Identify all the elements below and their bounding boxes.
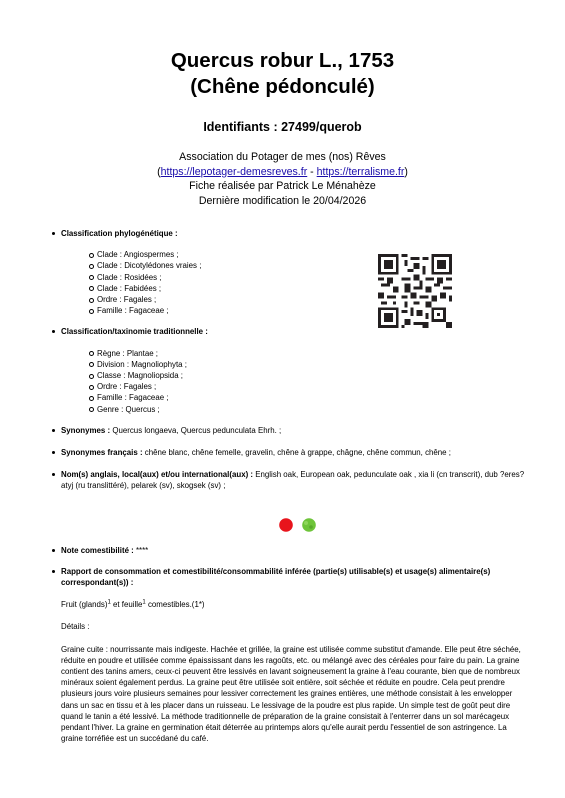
synonyms-fr-label: Synonymes français : [61, 448, 143, 458]
section-names [52, 469, 530, 491]
association-name: Association du Potager de mes (nos) Rêves [179, 151, 386, 163]
leaf-text: et feuille [110, 600, 143, 610]
list-item: Classe : Magnoliopsida ; [89, 370, 530, 381]
list-item: Ordre : Fagales ; [89, 381, 530, 392]
red-dot-icon [279, 518, 293, 532]
identifiers: Identifiants : 27499/querob [203, 120, 362, 134]
list-item: Règne : Plantae ; [89, 348, 530, 359]
section-phylogenetic [52, 228, 530, 316]
edible-note-label: Note comestibilité : [61, 545, 134, 555]
edible-note-value: **** [133, 545, 149, 555]
section-traditional [52, 326, 530, 414]
paren-open: ( [157, 165, 161, 178]
footnote-mark: 1 [142, 599, 146, 606]
synonyms-label: Synonymes : [61, 425, 111, 435]
details-paragraph: Graine cuite : nourrissante mais indigeste. Hachée et grillée, la graine est utilisée comme substitut d'amande. Elle peut être séchée, réduite en poudre et utilisée comme épaississant dans les ragoûts, etc. ou mélangé avec des céréales pour faire du pain. La graine contient des tanins amers, ceux-ci peuvent être lessivés en lavant soigneusement la graine à l'eau courante, bien que de nombreux minéraux soient également perdus. La graine peut être utilisée soit entière, soit séchée et réduite en poudre. Cela peut prendre plusieurs jours voire plusieurs semaines pour lessiver correctement les graines entières, une méthode consistait à les envelopper dans un sac en tissu et à les placer dans un ruisseau. Le lessivage de la poudre est plus rapide. Un simple test de goût peut dire quand le tanin a été lessivé. La méthode traditionnelle de préparation de la graine consistait à l'enterrer dans un sol marécageux pendant l'hiver. La graine en germination était déterrée au printemps alors qu'elle aurait perdu l'essentiel de son astringence. La graine torréfiée est un succédané du café. [61, 644, 521, 744]
list-item: Famille : Fagaceae ; [89, 392, 530, 403]
section-edible-note [52, 545, 530, 556]
association-links [0, 165, 565, 180]
link-terralisme[interactable]: https://terralisme.fr [316, 165, 405, 178]
list-item: Division : Magnoliophyta ; [89, 359, 530, 370]
title-scientific-name: Quercus robur L., 1753 [170, 49, 395, 72]
section-title: Classification phylogénétique : [61, 229, 178, 238]
synonyms-value: Quercus longaeva, Quercus pedunculata Ehrh. ; [110, 425, 282, 435]
fruit-text: Fruit (glands) [61, 600, 108, 610]
section-consumption [52, 566, 530, 588]
list-item: Genre : Quercus ; [89, 404, 530, 415]
association-block [0, 150, 565, 208]
content-body [52, 228, 530, 745]
link-lepotager[interactable]: https://lepotager-demesreves.fr [160, 165, 308, 178]
section-title: Rapport de consommation et comestibilité/consommabilité inférée (partie(s) utilisable(s) et usage(s) alimentaire(s) correspondant(s)) : [61, 566, 491, 588]
section-title: Classification/taxinomie traditionnelle : [61, 327, 208, 337]
names-value: English oak, European oak, pedunculate oak , xia li (cn transcrit), dub ?eres?atyj (ru translittéré), pelarek (sv), skogsek (sv) ; [61, 470, 525, 491]
author: Fiche réalisée par Patrick Le Ménahèze [189, 180, 376, 192]
paren-close: ) [404, 165, 408, 178]
list-item: Ordre : Fagales ; [89, 294, 530, 305]
section-synonyms [52, 425, 530, 436]
list-item: Clade : Dicotylédones vraies ; [89, 260, 530, 271]
list-item: Clade : Angiospermes ; [89, 249, 530, 260]
trad-list [61, 348, 530, 415]
page-title [0, 48, 565, 100]
edibility-dots-icon [278, 516, 318, 534]
edible-tail: comestibles.(1*) [145, 600, 205, 610]
title-common-name: (Chêne pédonculé) [190, 75, 375, 98]
names-label: Nom(s) anglais, local(aux) et/ou international(aux) : [61, 470, 254, 480]
synonyms-fr-value: chêne blanc, chêne femelle, gravelin, chêne à grappe, châgne, chêne commun, chêne ; [142, 448, 451, 458]
footnote-mark: 1 [107, 599, 111, 606]
phylo-list [61, 249, 530, 316]
details-label: Détails : [61, 622, 90, 632]
list-item: Clade : Fabidées ; [89, 283, 530, 294]
last-modified: Dernière modification le 20/04/2026 [198, 194, 367, 207]
link-separator: - [307, 165, 317, 178]
section-synonyms-fr [52, 447, 530, 458]
edible-parts [61, 599, 530, 610]
green-dot-icon [302, 518, 316, 532]
list-item: Clade : Rosidées ; [89, 272, 530, 283]
list-item: Famille : Fagaceae ; [89, 305, 530, 316]
